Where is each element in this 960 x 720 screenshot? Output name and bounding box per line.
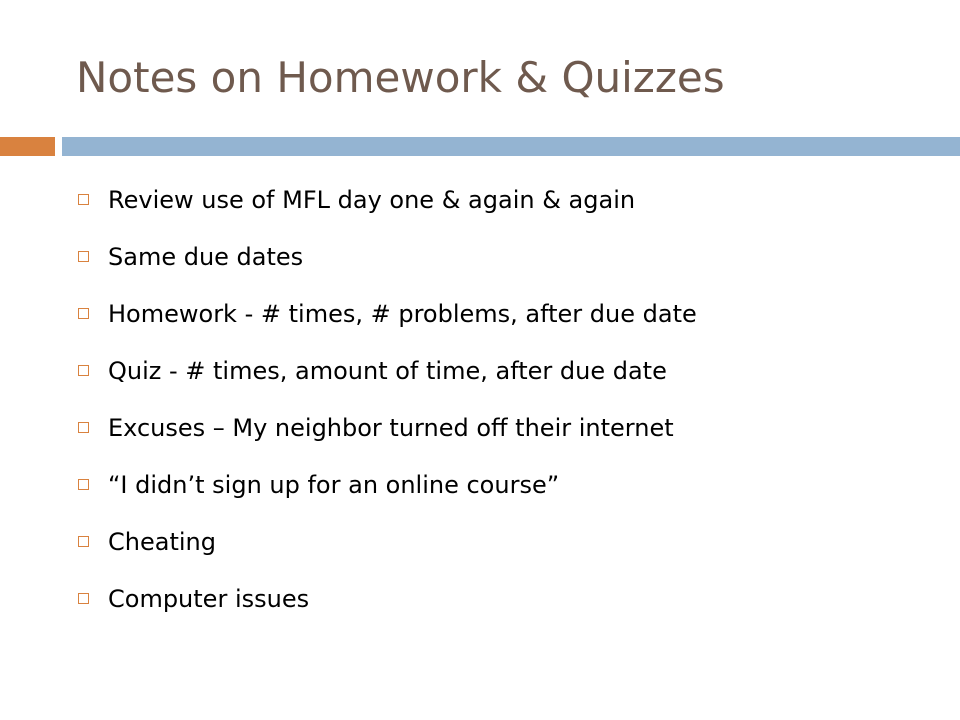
bullet-item bbox=[78, 171, 697, 228]
bullet-text: Computer issues bbox=[108, 584, 310, 613]
bullet-text: Excuses – My neighbor turned off their internet bbox=[108, 413, 674, 442]
square-bullet-icon bbox=[78, 365, 89, 376]
square-bullet-icon bbox=[78, 308, 89, 319]
bullet-text: Quiz - # times, amount of time, after due date bbox=[108, 356, 667, 385]
bullet-item bbox=[78, 513, 697, 570]
square-bullet-icon bbox=[78, 194, 89, 205]
accent-bar-orange bbox=[0, 137, 55, 156]
square-bullet-icon bbox=[78, 251, 89, 262]
bullet-text: Homework - # times, # problems, after due date bbox=[108, 299, 697, 328]
square-bullet-icon bbox=[78, 536, 89, 547]
bullet-text: “I didn’t sign up for an online course” bbox=[108, 470, 560, 499]
bullet-text: Review use of MFL day one & again & again bbox=[108, 185, 636, 214]
slide-title: Notes on Homework & Quizzes bbox=[76, 53, 725, 102]
accent-bar-blue bbox=[62, 137, 960, 156]
square-bullet-icon bbox=[78, 422, 89, 433]
bullet-item bbox=[78, 285, 697, 342]
bullet-item bbox=[78, 570, 697, 627]
square-bullet-icon bbox=[78, 479, 89, 490]
square-bullet-icon bbox=[78, 593, 89, 604]
bullet-text: Cheating bbox=[108, 527, 216, 556]
bullet-item bbox=[78, 399, 697, 456]
bullet-list bbox=[78, 171, 697, 627]
bullet-item bbox=[78, 342, 697, 399]
bullet-item bbox=[78, 228, 697, 285]
bullet-item bbox=[78, 456, 697, 513]
bullet-text: Same due dates bbox=[108, 242, 304, 271]
